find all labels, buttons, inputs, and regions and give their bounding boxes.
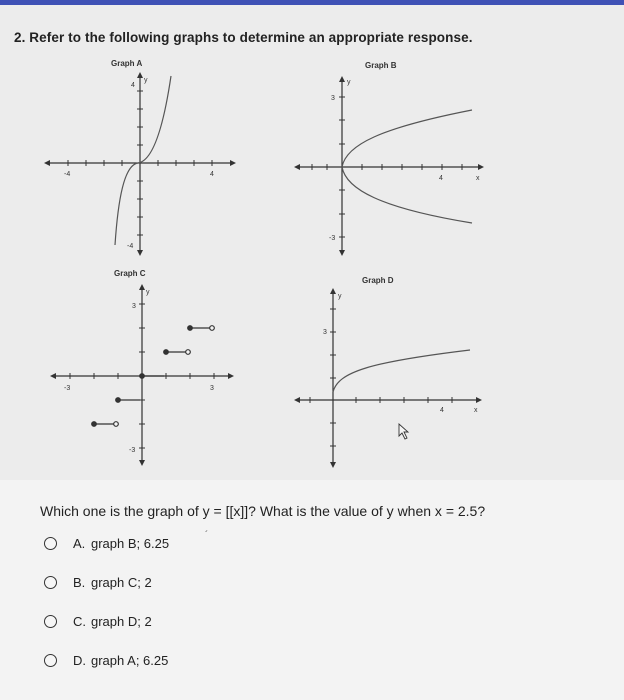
graph-c xyxy=(40,280,250,470)
option-c-text: graph D; 2 xyxy=(91,613,152,629)
graph-a-tick-x-pos: 4 xyxy=(210,171,214,178)
graph-a xyxy=(40,70,250,260)
graph-d xyxy=(290,282,500,472)
radio-option-b[interactable] xyxy=(44,576,57,589)
graph-d-title: Graph D xyxy=(362,276,394,285)
graph-b-tick-x-pos: 4 xyxy=(439,175,443,182)
radio-option-a[interactable] xyxy=(44,537,57,550)
stray-mark: ´ xyxy=(205,530,209,541)
graph-d-tick-x-pos: 4 xyxy=(440,407,444,414)
graph-c-title: Graph C xyxy=(114,269,146,278)
graph-b-title: Graph B xyxy=(365,61,397,70)
option-b[interactable] xyxy=(44,572,152,592)
option-a-text: graph B; 6.25 xyxy=(91,535,170,551)
option-d-letter: D. xyxy=(73,652,86,668)
graph-b-axis-x: x xyxy=(476,175,480,182)
graph-a-tick-x-neg: -4 xyxy=(64,171,71,178)
option-a[interactable] xyxy=(44,533,169,553)
radio-option-c[interactable] xyxy=(44,615,57,628)
option-c[interactable] xyxy=(44,611,152,631)
graph-b xyxy=(290,70,500,260)
graph-c-tick-y-pos: 3 xyxy=(132,303,136,310)
graph-a-title: Graph A xyxy=(111,59,143,68)
graph-c-tick-x-pos: 3 xyxy=(210,385,214,392)
graph-d-axis-y: y xyxy=(338,293,342,300)
option-a-letter: A. xyxy=(73,535,86,551)
option-d-text: graph A; 6.25 xyxy=(91,652,169,668)
graph-a-axis-y: y xyxy=(144,77,148,84)
option-d[interactable] xyxy=(44,650,168,670)
graph-b-axis-y: y xyxy=(347,79,351,86)
question-title: 2. Refer to the following graphs to determine an appropriate response. xyxy=(14,30,473,45)
option-b-text: graph C; 2 xyxy=(91,574,152,590)
mouse-cursor-icon xyxy=(399,424,408,439)
radio-option-d[interactable] xyxy=(44,654,57,667)
graph-a-tick-y-neg: -4 xyxy=(127,243,134,250)
graph-c-tick-x-neg: -3 xyxy=(64,385,71,392)
graph-d-axis-x: x xyxy=(474,407,478,414)
graph-d-tick-y-pos: 3 xyxy=(323,329,327,336)
graph-b-tick-y-pos: 3 xyxy=(331,95,335,102)
option-c-letter: C. xyxy=(73,613,86,629)
graph-c-tick-y-neg: -3 xyxy=(129,447,136,454)
graph-b-tick-y-neg: -3 xyxy=(329,235,336,242)
question-prompt: Which one is the graph of y = [[x]]? What is the value of y when x = 2.5? xyxy=(40,503,486,519)
graph-a-tick-y-pos: 4 xyxy=(131,82,135,89)
option-b-letter: B. xyxy=(73,574,86,590)
graph-c-axis-y: y xyxy=(146,289,150,296)
